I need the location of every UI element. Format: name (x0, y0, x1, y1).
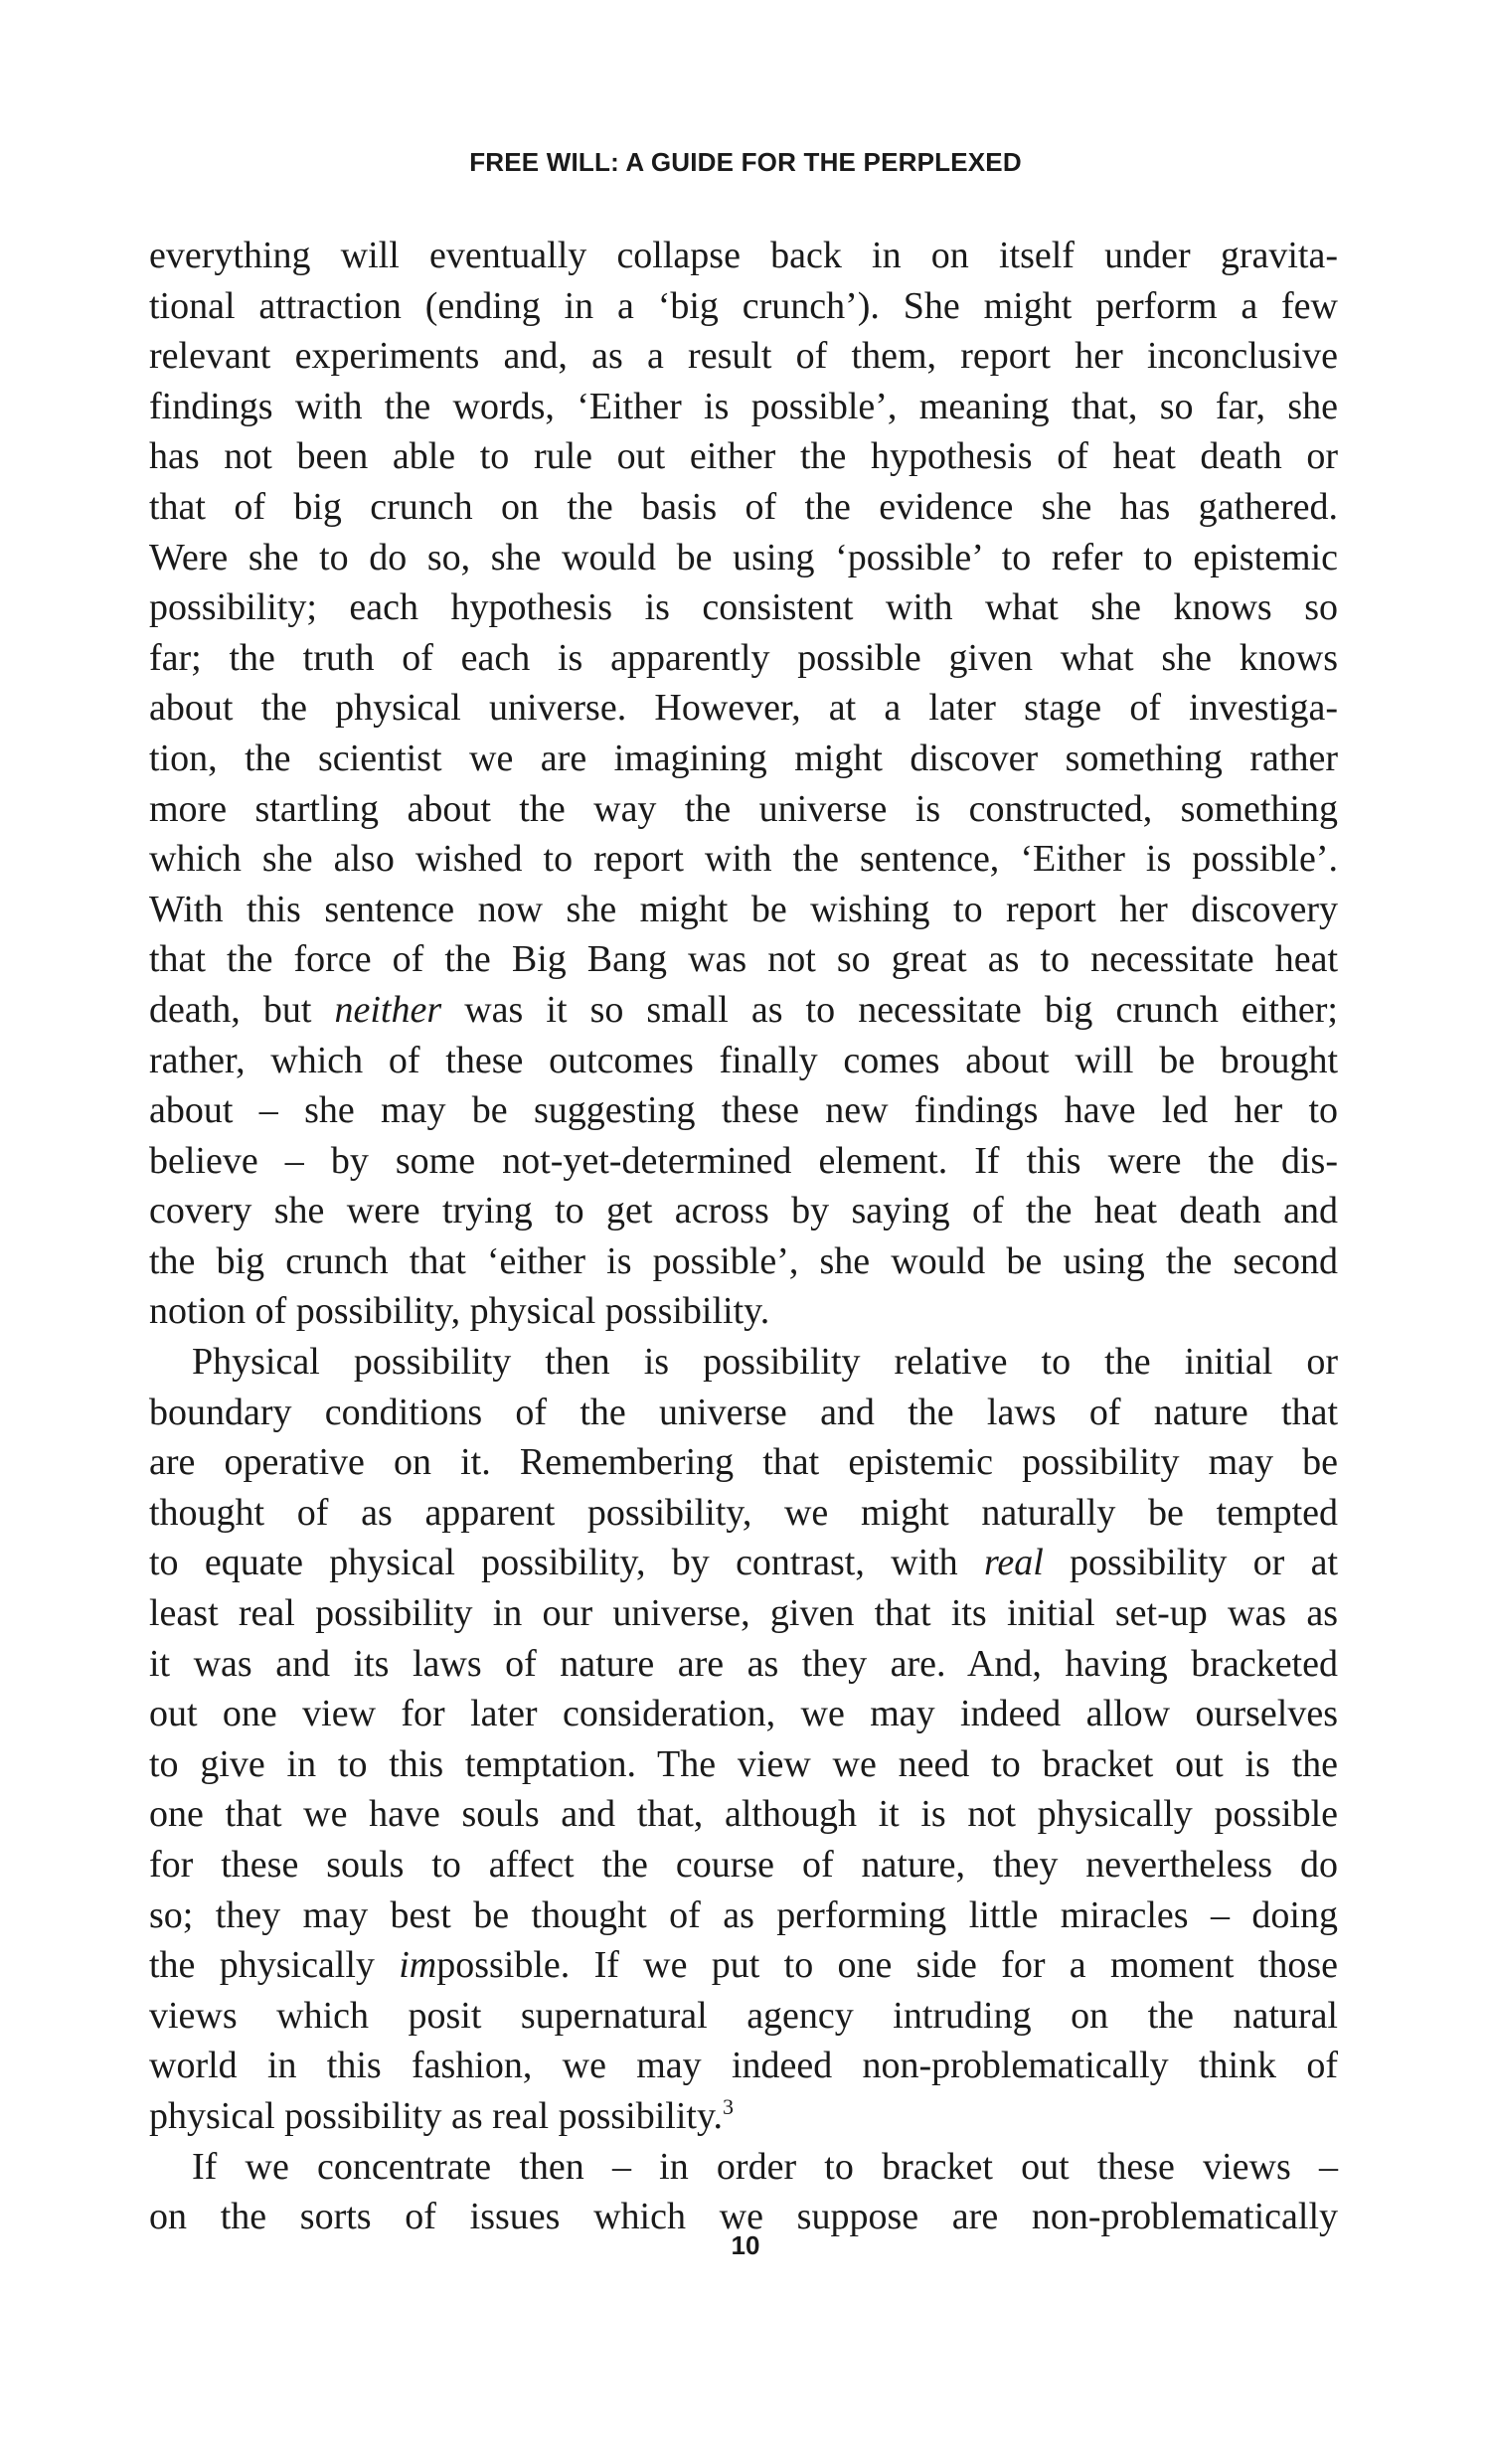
text-line (149, 1236, 1338, 1287)
text-run: thought of as apparent possibility, we might naturally be tempted (149, 1491, 1338, 1534)
text-line (149, 1689, 1338, 1739)
text-line (149, 784, 1338, 835)
text-line (149, 1136, 1338, 1187)
text-line (149, 2091, 1338, 2142)
text-line (149, 934, 1338, 985)
text-line (149, 1588, 1338, 1639)
text-run: out one view for later consideration, we may indeed allow ourselves (149, 1693, 1338, 1735)
text-run: death, but (149, 988, 335, 1031)
text-line (149, 1538, 1338, 1588)
text-run: views which posit supernatural agency intruding on the natural (149, 1994, 1338, 2037)
text-run: which she also wished to report with the sentence, ‘Either is possible’. (149, 838, 1338, 881)
text-run: about the physical universe. However, at a later stage of investiga- (149, 687, 1338, 730)
text-run: With this sentence now she might be wishing to report her discovery (149, 888, 1338, 930)
text-run: world in this fashion, we may indeed non-problematically think of (149, 2045, 1338, 2087)
text-run: was it so small as to necessitate big crunch either; (441, 988, 1338, 1031)
emphasis-text: real (983, 1542, 1044, 1584)
text-line (149, 985, 1338, 1036)
text-run: believe – by some not-yet-determined element. If this were the dis- (149, 1139, 1338, 1182)
text-run: on the sorts of issues which we suppose are non-problematically (149, 2196, 1338, 2238)
text-line (149, 834, 1338, 885)
text-run: If we concentrate then – in order to bracket out these views – (192, 2145, 1338, 2188)
text-run: findings with the words, ‘Either is possible’, meaning that, so far, she (149, 385, 1338, 427)
text-run: everything will eventually collapse back in on itself under gravita- (149, 235, 1338, 276)
text-line (149, 533, 1338, 583)
text-line (149, 1890, 1338, 1941)
text-line (149, 231, 1338, 281)
text-line (149, 683, 1338, 734)
body-text (149, 231, 1338, 2242)
running-head: FREE WILL: A GUIDE FOR THE PERPLEXED (469, 147, 1022, 177)
text-run: more startling about the way the universe is constructed, something (149, 787, 1338, 830)
text-line (149, 1085, 1338, 1136)
text-line (149, 1789, 1338, 1840)
text-run: boundary conditions of the universe and the laws of nature that (149, 1391, 1338, 1433)
text-line (149, 1286, 1338, 1337)
text-line (149, 331, 1338, 382)
text-run: so; they may best be thought of as performing little miracles – doing (149, 1893, 1338, 1936)
text-line (149, 281, 1338, 332)
text-line (149, 1388, 1338, 1438)
text-run: the physically (149, 1944, 400, 1987)
text-line (149, 1488, 1338, 1539)
text-line (149, 2041, 1338, 2091)
text-line (149, 734, 1338, 784)
text-run: Physical possibility then is possibility relative to the initial or (192, 1341, 1338, 1384)
text-line (149, 1437, 1338, 1488)
text-run: about – she may be suggesting these new findings have led her to (149, 1089, 1338, 1132)
text-line (149, 1840, 1338, 1890)
text-run: Were she to do so, she would be using ‘possible’ to refer to epistemic (149, 536, 1338, 578)
text-line (149, 482, 1338, 533)
text-line (149, 1739, 1338, 1790)
text-line (149, 1639, 1338, 1690)
text-run: far; the truth of each is apparently possible given what she knows (149, 636, 1338, 679)
footnote-marker: 3 (723, 2093, 734, 2119)
text-line (149, 1337, 1338, 1388)
text-run: possible. If we put to one side for a moment those (436, 1944, 1338, 1987)
text-run: physical possibility as real possibility. (149, 2094, 723, 2137)
text-run: to give in to this temptation. The view we need to bracket out is the (149, 1742, 1338, 1785)
text-run: possibility; each hypothesis is consistent with what she knows so (149, 586, 1338, 629)
text-run: tional attraction (ending in a ‘big crunch’). She might perform a few (149, 284, 1338, 327)
text-run: that of big crunch on the basis of the evidence she has gathered. (149, 485, 1338, 528)
text-run: the big crunch that ‘either is possible’, she would be using the second (149, 1239, 1338, 1282)
text-run: one that we have souls and that, although it is not physically possible (149, 1793, 1338, 1836)
text-line (149, 431, 1338, 482)
text-line (149, 2142, 1338, 2193)
text-line (149, 1940, 1338, 1991)
text-line (149, 1186, 1338, 1236)
emphasis-text: neither (334, 988, 442, 1031)
text-run: notion of possibility, physical possibility. (149, 1290, 770, 1333)
text-run: that the force of the Big Bang was not so great as to necessitate heat (149, 938, 1338, 981)
text-run: covery she were trying to get across by saying of the heat death and (149, 1190, 1338, 1232)
emphasis-text: im (399, 1944, 437, 1987)
text-run: rather, which of these outcomes finally comes about will be brought (149, 1039, 1338, 1081)
text-line (149, 1991, 1338, 2042)
text-run: to equate physical possibility, by contrast, with (149, 1542, 984, 1584)
text-line (149, 633, 1338, 684)
text-line (149, 582, 1338, 633)
text-run: possibility or at (1043, 1542, 1339, 1584)
text-run: relevant experiments and, as a result of them, report her inconclusive (149, 335, 1338, 378)
text-run: are operative on it. Remembering that epistemic possibility may be (149, 1441, 1338, 1484)
text-line (149, 1036, 1338, 1086)
text-run: it was and its laws of nature are as they are. And, having bracketed (149, 1642, 1338, 1685)
text-line (149, 885, 1338, 935)
text-run: tion, the scientist we are imagining might discover something rather (149, 737, 1338, 779)
text-line (149, 382, 1338, 432)
text-run: least real possibility in our universe, given that its initial set-up was as (149, 1592, 1338, 1635)
text-run: has not been able to rule out either the hypothesis of heat death or (149, 435, 1338, 478)
text-run: for these souls to affect the course of nature, they nevertheless do (149, 1844, 1338, 1886)
page-number: 10 (731, 2230, 760, 2260)
